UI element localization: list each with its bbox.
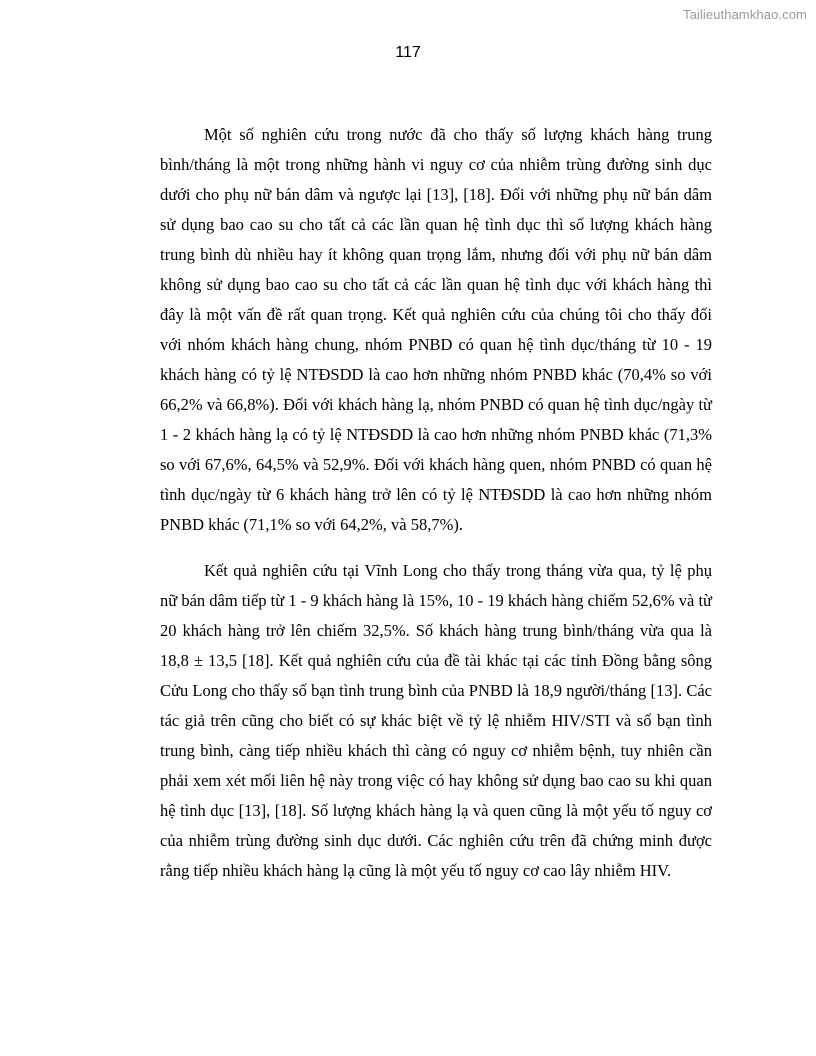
watermark-text: Tailieuthamkhao.com [682, 7, 807, 22]
paragraph: Kết quả nghiên cứu tại Vĩnh Long cho thấy trong tháng vừa qua, tỷ lệ phụ nữ bán dâm tiếp từ 1 - 9 khách hàng là 15%, 10 - 19 khách hàng chiếm 52,6% và từ 20 khách hàng trở lên chiếm 32,5%. Số khách hàng trung bình/tháng vừa qua là 18,8 ± 13,5 [18]. Kết quả nghiên cứu của đề tài khác tại các tỉnh Đồng bằng sông Cửu Long cho thấy số bạn tình trung bình của PNBD là 18,9 người/tháng [13]. Các tác giả trên cũng cho biết có sự khác biệt về tỷ lệ nhiễm HIV/STI và số bạn tình trung bình, càng tiếp nhiều khách thì càng có nguy cơ nhiễm bệnh, tuy nhiên cần phải xem xét mối liên hệ này trong việc có hay không sử dụng bao cao su khi quan hệ tình dục [13], [18]. Số lượng khách hàng lạ và quen cũng là một yếu tố nguy cơ của nhiễm trùng đường sinh dục dưới. Các nghiên cứu trên đã chứng minh được rằng tiếp nhiều khách hàng lạ cũng là một yếu tố nguy cơ cao lây nhiễm HIV. [160, 561, 712, 880]
page-number: 117 [395, 44, 421, 61]
document-body [160, 120, 712, 886]
paragraph: Một số nghiên cứu trong nước đã cho thấy số lượng khách hàng trung bình/tháng là một trong những hành vi nguy cơ của nhiễm trùng đường sinh dục dưới cho phụ nữ bán dâm và ngược lại [13], [18]. Đối với những phụ nữ bán dâm sử dụng bao cao su cho tất cả các lần quan hệ tình dục thì số lượng khách hàng trung bình dù nhiều hay ít không quan trọng lắm, nhưng đối với phụ nữ bán dâm không sử dụng bao cao su cho tất cả các lần quan hệ tình dục với khách hàng thì đây là một vấn đề rất quan trọng. Kết quả nghiên cứu của chúng tôi cho thấy đối với nhóm khách hàng chung, nhóm PNBD có quan hệ tình dục/tháng từ 10 - 19 khách hàng có tỷ lệ NTĐSDD là cao hơn những nhóm PNBD khác (70,4% so với 66,2% và 66,8%). Đối với khách hàng lạ, nhóm PNBD có quan hệ tình dục/ngày từ 1 - 2 khách hàng lạ có tỷ lệ NTĐSDD là cao hơn những nhóm PNBD khác (71,3% so với 67,6%, 64,5% và 52,9%. Đối với khách hàng quen, nhóm PNBD có quan hệ tình dục/ngày từ 6 khách hàng trở lên có tỷ lệ NTĐSDD là cao hơn những nhóm PNBD khác (71,1% so với 64,2%, và 58,7%). [160, 125, 712, 534]
